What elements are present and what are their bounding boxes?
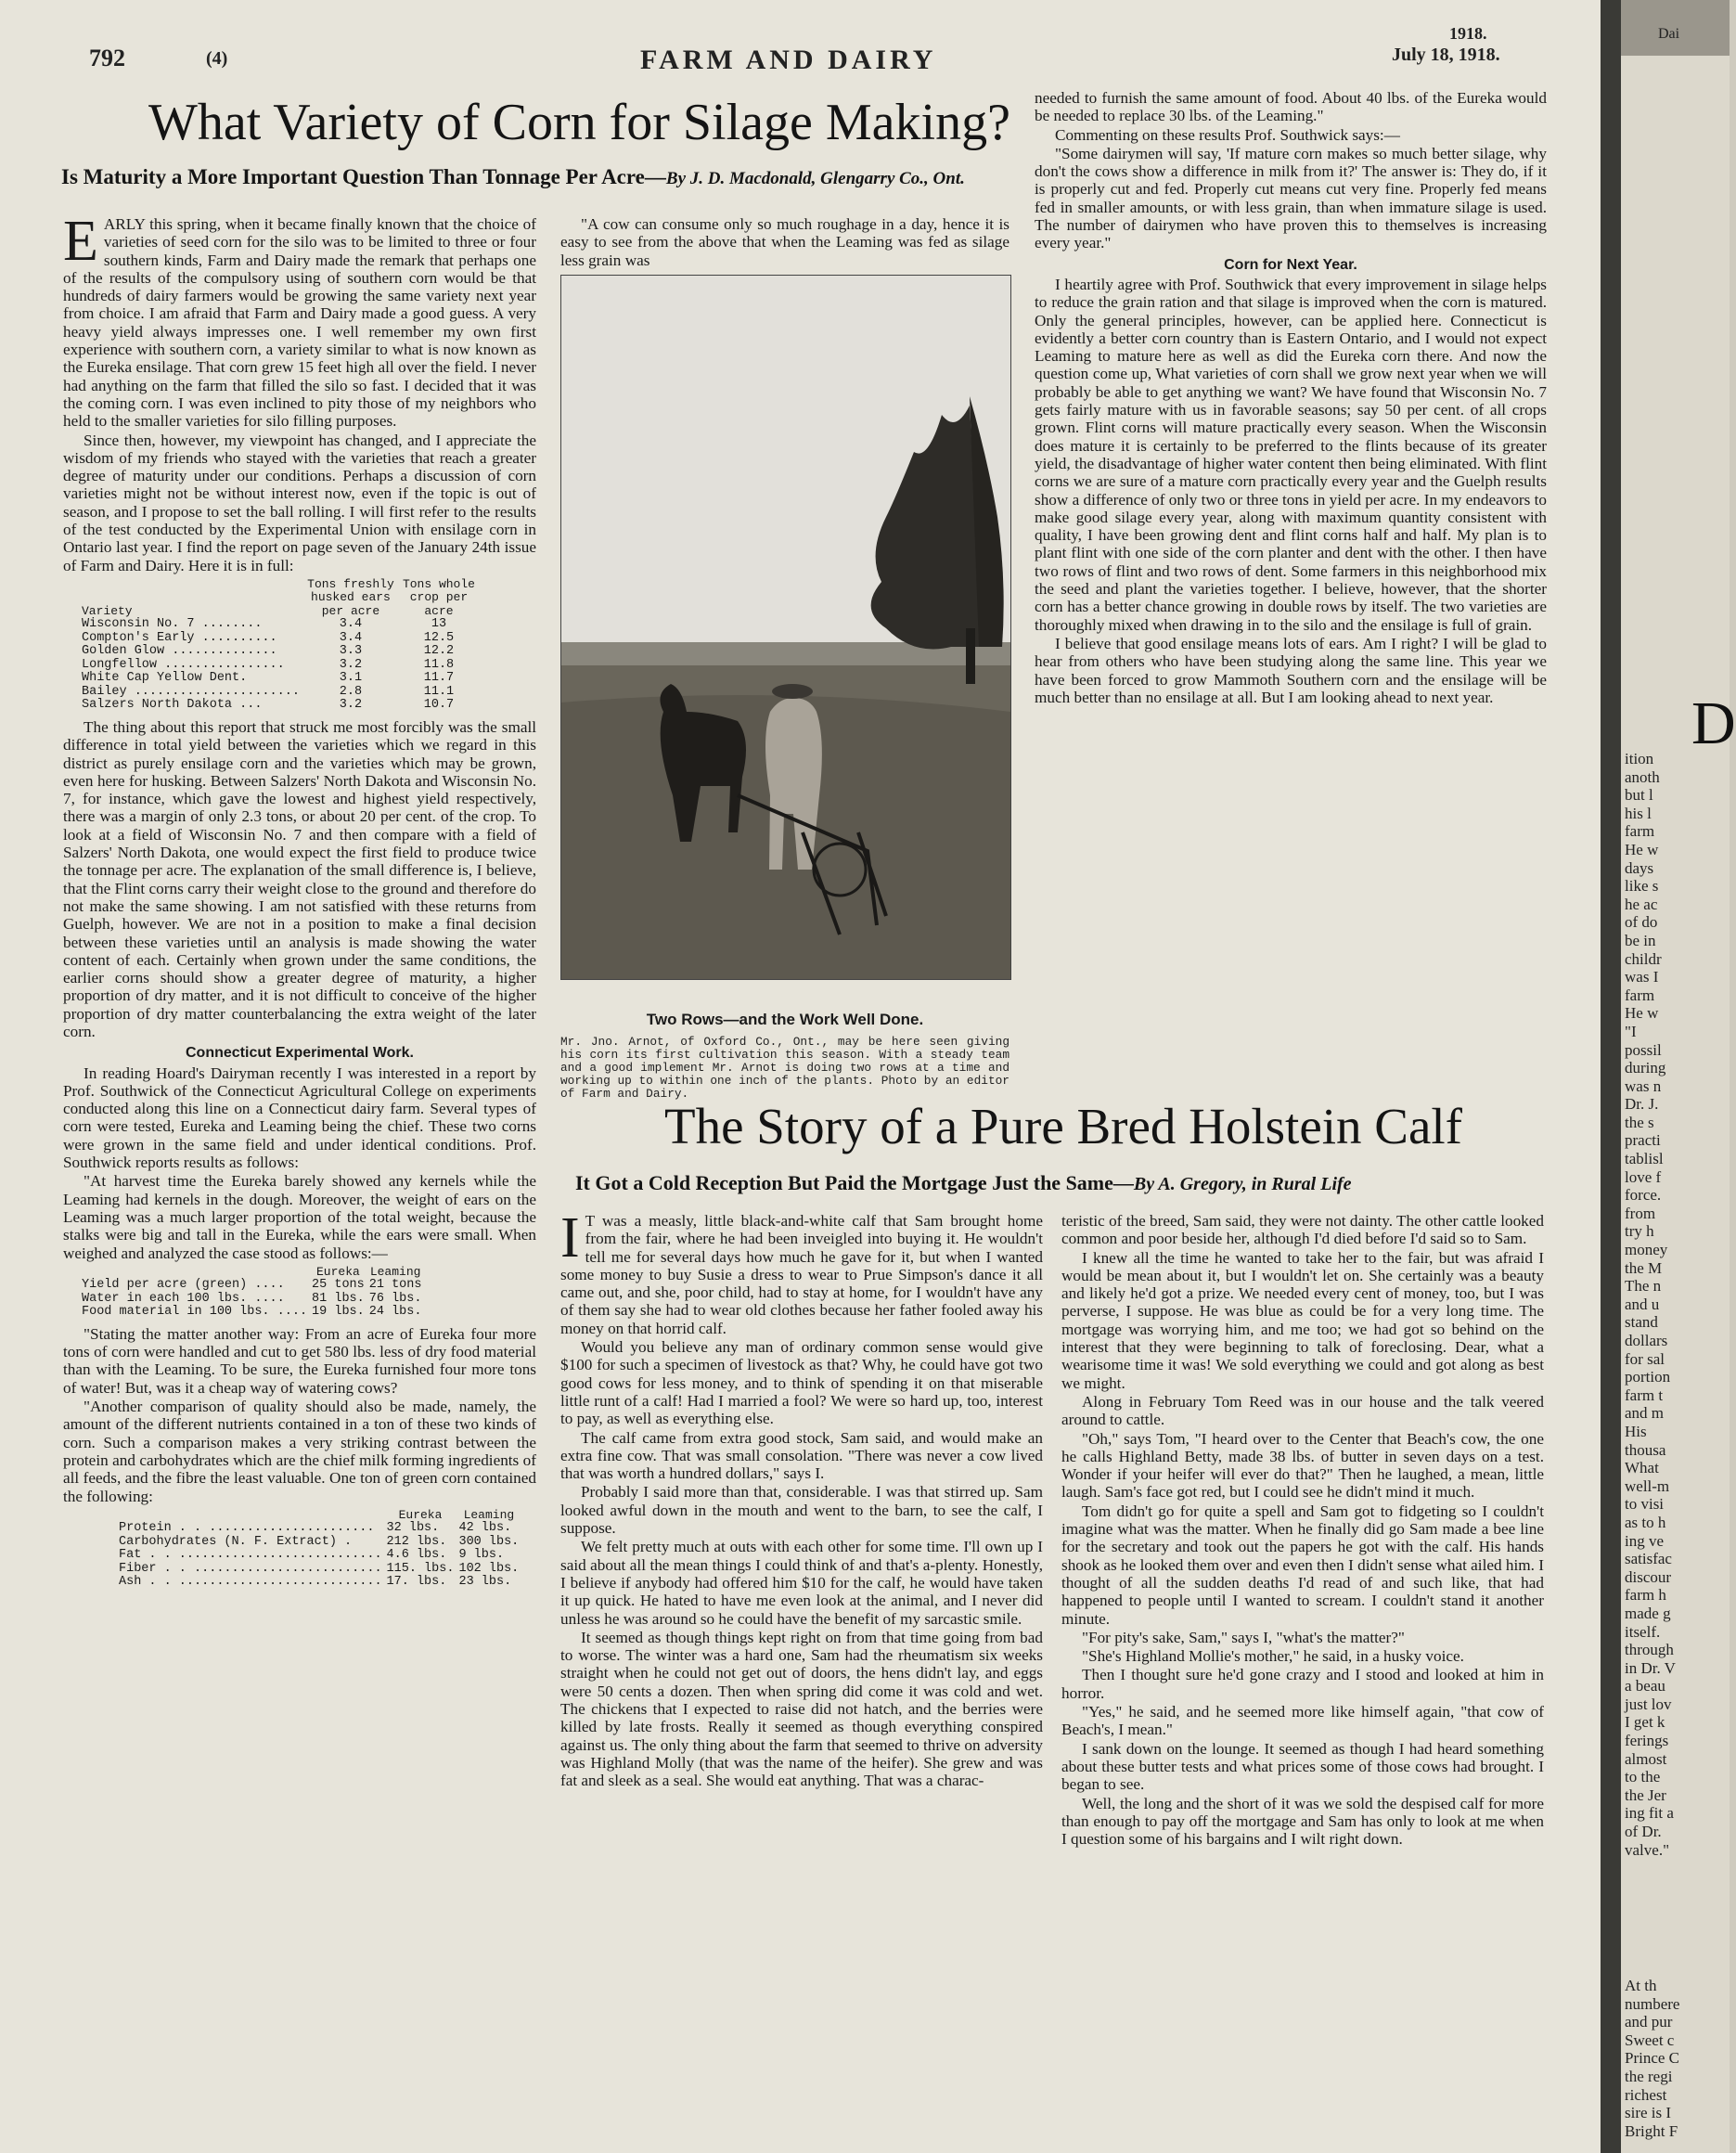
issue-date: July 18, 1918. <box>1392 45 1500 65</box>
table-row: Yield per acre (green) .... 25 tons 21 tons <box>82 1278 422 1293</box>
adjacent-page-line: be in <box>1625 931 1656 949</box>
article1-title: What Variety of Corn for Silage Making? <box>148 94 1010 151</box>
table-header-row: Eureka Leaming <box>316 1264 421 1279</box>
adjacent-page-line: childr <box>1625 949 1662 968</box>
adjacent-page-line: thousa <box>1625 1440 1666 1459</box>
adjacent-page-line: The n <box>1625 1277 1662 1296</box>
article1-column2-top <box>560 215 1009 270</box>
paragraph: "Yes," he said, and he seemed more like himself again, "that cow of Beach's, I mean." <box>1061 1703 1544 1739</box>
paragraph: I knew all the time he wanted to take her to the fair, but was afraid I would be mean about it, but I wouldn't let on. She certainly was a beauty and likely he'd got a prize. We needed every cent of money, too, but I was perverse, I suppose. He was blue as could be for a very long time. The mortgage was worrying him, and me too; we had got so behind on the interest that they were beginning to talk of foreclosing. Dear, what a wearisome time it was! We sold everything we could and got along as best we might. <box>1061 1248 1544 1392</box>
adjacent-page-line: try h <box>1625 1222 1654 1241</box>
table-row: Carbohydrates (N. F. Extract) . 212 lbs. 300 lbs. <box>119 1534 520 1549</box>
adjacent-page-line: ferings <box>1625 1732 1669 1750</box>
article2-column2 <box>1061 1212 1544 1849</box>
adjacent-page-line: well-m <box>1625 1476 1670 1495</box>
table-row: Longfellow ................ 3.2 11.8 <box>82 657 455 672</box>
eureka-leaming-table <box>82 1266 426 1320</box>
adjacent-page-line: made g <box>1625 1604 1671 1622</box>
adjacent-page-line: farm <box>1625 986 1655 1004</box>
article1-subtitle: Is Maturity a More Important Question Than Tonnage Per Acre— <box>61 165 666 188</box>
adjacent-page-line: money <box>1625 1241 1668 1259</box>
paragraph: I heartily agree with Prof. Southwick that every improvement in silage helps to reduce the grain ration and that silage is improved when the corn is matured. Only the general principles, however, can be applied here. Connecticut is evidently a better corn country than is Eastern Ontario, and I would not expect Leaming to mature here as well as did the Eureka corn there. And now the question come up, What varieties of corn shall we grow next year when we will probably be able to get anything we want? We have found that Wisconsin No. 7 gets fairly mature with us in favorable seasons; say 50 per cent. of all crops grown. Flint corns will mature practically every season. When the Wisconsin does mature it is certainly to be preferred to the flints because of its greater yield, the disadvantage of higher water content then being eliminated. With flint corns we are sure of a mature corn practically every year and the Guelph results show a difference of only two or three tons in yield per acre. In my endeavors to make good silage every year, along with maximum quantity consistent with quality, I have been growing dent and flint corns half and half. My plan is to plant flint with one side of the corn planter and dent with the other. I then have two rows of flint and two rows of dent. Some farmers in this neighborhood mix the seed and plant the varieties together. I believe, however, that the shorter corn has a better chance growing in double rows by itself. The two varieties are thoroughly mixed when drawing in to the silo and the ensilage is full of grain. <box>1035 275 1547 634</box>
table-row: Fiber . . ......................... 115. lbs. 102 lbs. <box>119 1561 520 1576</box>
paragraph: EARLY this spring, when it became finally known that the choice of varieties of seed corn for the silo was to be limited to three or four southern kinds, Farm and Dairy made the remark that perhaps one of the results of the compulsory using of southern corn would be that hundreds of dairy farmers would be growing the same variety next year from choice. I am afraid that Farm and Dairy made a good guess. A very heavy yield always impresses one. I well remember my own first experience with southern corn, a variety similar to what is now known as the Eureka ensilage. That corn grew 15 feet high all over the field. I never had anything on the farm that filled the silo so fast. I decided that it was the coming corn. I was even inclined to pity those of my neighbors who held to the smaller varieties for silo filling purposes. <box>63 210 536 431</box>
adjacent-page-line: the Jer <box>1625 1786 1666 1804</box>
paragraph: Would you believe any man of ordinary common sense would give $100 for such a specimen of livestock as that? Why, he could have got two good cows for less money, and to think of spending it on that miserable little runt of a calf! Had I married a fool? We were so hard up, too, interest to pay, as well as everything else. <box>560 1338 1043 1428</box>
adjacent-page-drop-cap: D <box>1691 690 1736 757</box>
adjacent-page-line: almost <box>1625 1749 1667 1768</box>
adjacent-page-line: just lov <box>1625 1695 1672 1713</box>
paragraph: Tom didn't go for quite a spell and Sam got to fidgeting so I couldn't imagine what was the matter. When he finally did go Sam made a bee line for the secretary and took out the papers he got with the calf. His hands shook as he looked them over and even then I didn't sense what ailed him. I thought of all the sudden deaths I'd read of and such like, that had happened to people until I wanted to scream. I couldn't stand it another minute. <box>1061 1502 1544 1628</box>
drop-cap: E <box>63 210 98 273</box>
adjacent-page-line: I get k <box>1625 1713 1665 1732</box>
adjacent-page-line: Bright F <box>1625 2121 1678 2140</box>
table-row: Fat . . ........................... 4.6 lbs. 9 lbs. <box>119 1548 505 1563</box>
adjacent-page-header: Dai <box>1658 26 1680 42</box>
variety-yield-table <box>82 578 481 713</box>
adjacent-page-line: Prince C <box>1625 2049 1680 2068</box>
paragraph: "Stating the matter another way: From an acre of Eureka four more tons of corn were handled and cut to get 580 lbs. less of dry food material than with the Leaming. To be sure, the Eureka furnished four more tons of water! But, was it a cheap way of watering cows? <box>63 1324 536 1397</box>
table-row: Food material in 100 lbs. .... 19 lbs. 24 lbs. <box>82 1305 422 1320</box>
article2-byline: By A. Gregory, in Rural Life <box>1133 1174 1352 1194</box>
adjacent-page-line: of Dr. <box>1625 1823 1662 1841</box>
adjacent-page-line: dollars <box>1625 1332 1668 1349</box>
table-row: White Cap Yellow Dent. 3.1 11.7 <box>82 671 455 686</box>
table-row: Compton's Early .......... 3.4 12.5 <box>82 630 455 645</box>
paragraph: The thing about this report that struck me most forcibly was the small difference in total yield between the varieties which we regard in this district as purely ensilage corn and the varieties which may be grown, even here for husking. Between Salzers' North Dakota and Wisconsin No. 7, for instance, which gave the lowest and highest yield respectively, there was a margin of only 2.3 tons, or about 20 per cent. of the crop. To look at a field of Wisconsin No. 7 and then compare with a field of Salzers' North Dakota, one would expect the first field to produce twice the tonnage per acre. The explanation of the small difference is, I believe, that the Flint corns carry their weight close to the ground and therefore do not make the same showing. I am not satisfied with these returns from Guelph, however. We are not in a position to make a final decision between these varieties until an analysis is made showing the water content of each. Certainly when grown under the same conditions, the earlier corns should show a greater degree of maturity, a higher proportion of dry matter, and it is not difficult to conceive of the higher proportion of dry matter counterbalancing the extra weight of the later corn. <box>63 717 536 1040</box>
adjacent-page-line: farm t <box>1625 1386 1664 1404</box>
adjacent-page-line: his l <box>1625 804 1652 822</box>
paragraph: "Some dairymen will say, 'If mature corn makes so much better silage, why don't the cows show a difference in milk from it?' The answer is: They do, if it is properly cut and fed. Properly cut means cut very fine. Properly fed means fed in smaller amounts, or with less grain, than when immature silage is used. The number of dairymen who have proven this to themselves is increasing every year." <box>1035 144 1547 252</box>
adjacent-page-line: At th <box>1625 1977 1657 1994</box>
adjacent-page-line: satisfac <box>1625 1550 1672 1568</box>
adjacent-page-line: from <box>1625 1204 1656 1222</box>
adjacent-page-line: a beau <box>1625 1677 1665 1695</box>
article2-title: The Story of a Pure Bred Holstein Calf <box>664 1098 1462 1154</box>
paragraph: needed to furnish the same amount of food. About 40 lbs. of the Eureka would be needed to replace 30 lbs. of the Leaming." <box>1035 89 1547 125</box>
adjacent-page-line: Sweet c <box>1625 2031 1675 2049</box>
paragraph: I sank down on the lounge. It seemed as though I had heard something about these butter tests and what prices some of those cows had brought. I began to see. <box>1061 1739 1544 1794</box>
section-heading: Corn for Next Year. <box>1224 256 1357 273</box>
paragraph: It seemed as though things kept right on from that time going from bad to worse. The winter was a hard one, Sam had the rheumatism six weeks straight when he could not get out of doors, the hens didn't lay, and eggs were 50 cents a dozen. Then when spring did come it was cold and wet. The chickens that I expected to raise did not hatch, and the berries were killed by late frosts. Really it seemed as though everything conspired against us. The only thing about the farm that seemed to thrive on adversity was Highland Molly (that was the name of the heifer). She grew and was fat and sleek as a seal. She would eat anything. That was a charac- <box>560 1628 1043 1790</box>
table-row: Water in each 100 lbs. .... 81 lbs. 76 lbs. <box>82 1291 422 1306</box>
paragraph: Since then, however, my viewpoint has changed, and I appreciate the wisdom of my friends who stayed with the varieties that reach a greater degree of maturity under our conditions. Perhaps a discussion of corn varieties might not be without interest now, even if the topic is out of season, and I propose to set the ball rolling. I will first refer to the results of the test conducted by the Experimental Union with ensilage corn in Ontario last year. I find the report on page seven of the January 24th issue of Farm and Dairy. Here it is in full: <box>63 431 536 574</box>
section-number: (4) <box>206 48 228 69</box>
paragraph: We felt pretty much at outs with each other for some time. I'll own up I said about all the mean things I could think of and that's a-plenty. Honestly, I believe if anybody had offered him $10 for the calf, he would have taken it up quick. He hated to have me even look at the animal, and I never did unless he was around so he could have the benefit of my sarcastic smile. <box>560 1538 1043 1628</box>
adjacent-page-line: he ac <box>1625 895 1658 913</box>
adjacent-page-line: of do <box>1625 913 1658 932</box>
adjacent-page-line: Dr. J. <box>1625 1095 1659 1114</box>
adjacent-page-line: days <box>1625 858 1654 877</box>
article1-subtitle-line <box>61 165 965 189</box>
adjacent-page-line: valve." <box>1625 1840 1670 1859</box>
table-header-row: Eureka Leaming <box>398 1507 515 1522</box>
paragraph: "At harvest time the Eureka barely showed any kernels while the Leaming had kernels in the dough. Moreover, the weight of ears on the Leaming was a much larger proportion of the total weight, because the stalks were big and tall in the Eureka, while the ears were small. When weighed and analyzed the case stood as follows:— <box>63 1172 536 1262</box>
paragraph: "A cow can consume only so much roughage in a day, hence it is easy to see from the above that when the Leaming was fed as silage less grain was <box>560 215 1009 269</box>
adjacent-page-line: stand <box>1625 1313 1658 1332</box>
nutrient-table <box>119 1509 523 1590</box>
adjacent-page-line: to visi <box>1625 1495 1665 1514</box>
paragraph: In reading Hoard's Dairyman recently I was interested in a report by Prof. Southwick of the Connecticut Agricultural College on experiments conducted along this line on a Connecticut dairy farm. Several types of corn were tested, Eureka and Leaming being the chief. These two corns were grown in the same field and under identical conditions. Prof. Southwick reports results as follows: <box>63 1064 536 1172</box>
article2-subtitle-line <box>575 1171 1352 1195</box>
adjacent-page-line: like s <box>1625 877 1659 896</box>
adjacent-page-edge <box>1621 0 1736 2153</box>
adjacent-page-line: the M <box>1625 1258 1663 1277</box>
table-header: Variety <box>82 603 133 618</box>
article1-column3 <box>1035 89 1547 707</box>
paragraph: I T was a measly, little black-and-white calf that Sam brought home from the fair, where he had been inveigled into buying it. He wouldn't tell me for several days how much he gave for it, but when I wanted some money to buy Susie a dress to wear to Prue Simpson's dance it all came out, and she, poor child, had to stay at home, for I wouldn't have any of them say she had to wear old clothes because her father fooled away his money on that horrid calf. <box>560 1206 1043 1337</box>
table-row: Bailey ...................... 2.8 11.1 <box>82 684 455 699</box>
table-row: Wisconsin No. 7 ........ 3.4 13 <box>82 617 447 632</box>
page-number: 792 <box>89 45 125 71</box>
adjacent-page-line: farm <box>1625 822 1655 841</box>
adjacent-page-line: practi <box>1625 1131 1661 1150</box>
paragraph: I believe that good ensilage means lots of ears. Am I right? I will be glad to hear from others who have been studying along the same line. This year we have been forced to grow Mammoth Southern corn and the ensilage will be much better than no ensilage at all. But I am looking ahead to next year. <box>1035 634 1547 706</box>
adjacent-page-line: ing fit a <box>1625 1804 1674 1823</box>
adjacent-page-text-a <box>1625 750 1676 1859</box>
table-header: Tons whole crop per acre <box>402 576 475 618</box>
paragraph: Commenting on these results Prof. Southwick says:— <box>1055 125 1400 144</box>
paragraph: Well, the long and the short of it was we sold the despised calf for more than enough to pay off the mortgage and Sam has only to look at me when I question some of his bargains and I wilt right down. <box>1061 1794 1544 1849</box>
adjacent-page-line: the regi <box>1625 2067 1673 2085</box>
adjacent-page-line: but l <box>1625 786 1653 805</box>
article1-column1 <box>63 210 536 1595</box>
corner-year: 1918. <box>1449 24 1487 43</box>
photo-caption-title: Two Rows—and the Work Well Done. <box>646 1011 924 1028</box>
adjacent-page-line: and pur <box>1625 2013 1673 2031</box>
adjacent-page-line: possil <box>1625 1040 1662 1059</box>
adjacent-page-line: "I <box>1625 1022 1637 1040</box>
adjacent-page-line: itself. <box>1625 1622 1661 1641</box>
adjacent-page-line: was I <box>1625 968 1659 986</box>
adjacent-page-line: farm h <box>1625 1586 1666 1605</box>
adjacent-page-line: What <box>1625 1459 1659 1477</box>
adjacent-page-line: His <box>1625 1422 1647 1440</box>
paragraph: "Another comparison of quality should also be made, namely, the amount of the different nutrients contained in a ton of these two kinds of corn. Such a comparison makes a very striking contrast between the protein and carbohydrates which are the chief milk forming ingredients of all feeds, and the fibre the least valuable. One ton of green corn contained the following: <box>63 1398 536 1505</box>
section-heading: Connecticut Experimental Work. <box>186 1045 414 1062</box>
farmer-cultivating-illustration <box>561 276 1010 979</box>
page-gutter <box>1601 0 1621 2153</box>
adjacent-page-line: tablisl <box>1625 1150 1664 1168</box>
table-row: Protein . . ...................... 32 lbs. 42 lbs. <box>119 1521 512 1536</box>
paragraph: "Oh," says Tom, "I heard over to the Center that Beach's cow, the one he calls Highland Betty, made 38 lbs. of butter in seven days on a test. Wonder if your heifer will ever do that?" Then he laughed, a mean, little laugh. Sam's face got red, but I could see he didn't mind it much. <box>1061 1429 1544 1502</box>
adjacent-page-line: portion <box>1625 1368 1671 1386</box>
photo-caption: Mr. Jno. Arnot, of Oxford Co., Ont., may be here seen giving his corn its first cultivation this season. With a steady team and a good implement Mr. Arnot is doing two rows at a time and working up to within one inch of the plants. Photo by an editor of Farm and Dairy. <box>560 1035 1009 1101</box>
adjacent-page-line: in Dr. V <box>1625 1658 1676 1677</box>
paragraph: The calf came from extra good stock, Sam said, and would make an extra fine cow. That was small consolation. "There was never a cow lived that was worth a hundred dollars," says I. <box>560 1428 1043 1483</box>
farm-photo <box>560 275 1011 980</box>
adjacent-page-line: the s <box>1625 1113 1654 1131</box>
adjacent-page-line: was n <box>1625 1076 1662 1095</box>
article2-column1 <box>560 1206 1043 1791</box>
drop-cap: I <box>560 1206 580 1270</box>
table-header-row <box>82 578 481 619</box>
table-row: Ash . . ........................... 17. lbs. 23 lbs. <box>119 1575 512 1590</box>
adjacent-page-line: discour <box>1625 1567 1672 1586</box>
article1-byline: By J. D. Macdonald, Glengarry Co., Ont. <box>665 169 965 188</box>
adjacent-page-line: He w <box>1625 840 1659 858</box>
adjacent-page-line: and m <box>1625 1404 1665 1423</box>
adjacent-page-text-b <box>1625 1977 1679 2140</box>
table-header: Tons freshly husked ears per acre <box>307 576 394 618</box>
adjacent-page-line: sire is I <box>1625 2104 1672 2122</box>
adjacent-page-line: richest <box>1625 2085 1667 2104</box>
table-row: Golden Glow .............. 3.3 12.2 <box>82 644 455 659</box>
adjacent-page-line: ition <box>1625 750 1654 767</box>
adjacent-page-line: as to h <box>1625 1513 1666 1531</box>
adjacent-page-line: love f <box>1625 1167 1662 1186</box>
article2-subtitle: It Got a Cold Reception But Paid the Mortgage Just the Same— <box>575 1171 1134 1194</box>
adjacent-page-line: for sal <box>1625 1349 1665 1368</box>
adjacent-page-line: numbere <box>1625 1994 1680 2013</box>
paragraph: "She's Highland Mollie's mother," he said, in a husky voice. <box>1082 1647 1464 1666</box>
paragraph: Probably I said more than that, considerable. I was that stirred up. Sam looked awful down in the mouth and went to the barn, to see the calf, I suppose. <box>560 1483 1043 1538</box>
paragraph: teristic of the breed, Sam said, they were not dainty. The other cattle looked common and poor beside her, although I'd died before I'd said so to Sam. <box>1061 1212 1544 1248</box>
adjacent-page-line: ing ve <box>1625 1531 1665 1550</box>
paragraph: Then I thought sure he'd gone crazy and I stood and looked at him in horror. <box>1061 1666 1544 1702</box>
paragraph: Along in February Tom Reed was in our house and the talk veered around to cattle. <box>1061 1392 1544 1429</box>
adjacent-page-line: He w <box>1625 1004 1659 1023</box>
table-row: Salzers North Dakota ... 3.2 10.7 <box>82 698 455 713</box>
adjacent-page-line: during <box>1625 1059 1666 1077</box>
masthead: FARM AND DAIRY <box>640 45 937 75</box>
adjacent-page-line: anoth <box>1625 767 1660 786</box>
adjacent-page-line: through <box>1625 1641 1674 1659</box>
adjacent-page-line: and u <box>1625 1295 1660 1313</box>
adjacent-page-line: force. <box>1625 1186 1662 1205</box>
adjacent-page-line: to the <box>1625 1768 1661 1786</box>
paragraph: "For pity's sake, Sam," says I, "what's the matter?" <box>1082 1628 1405 1646</box>
